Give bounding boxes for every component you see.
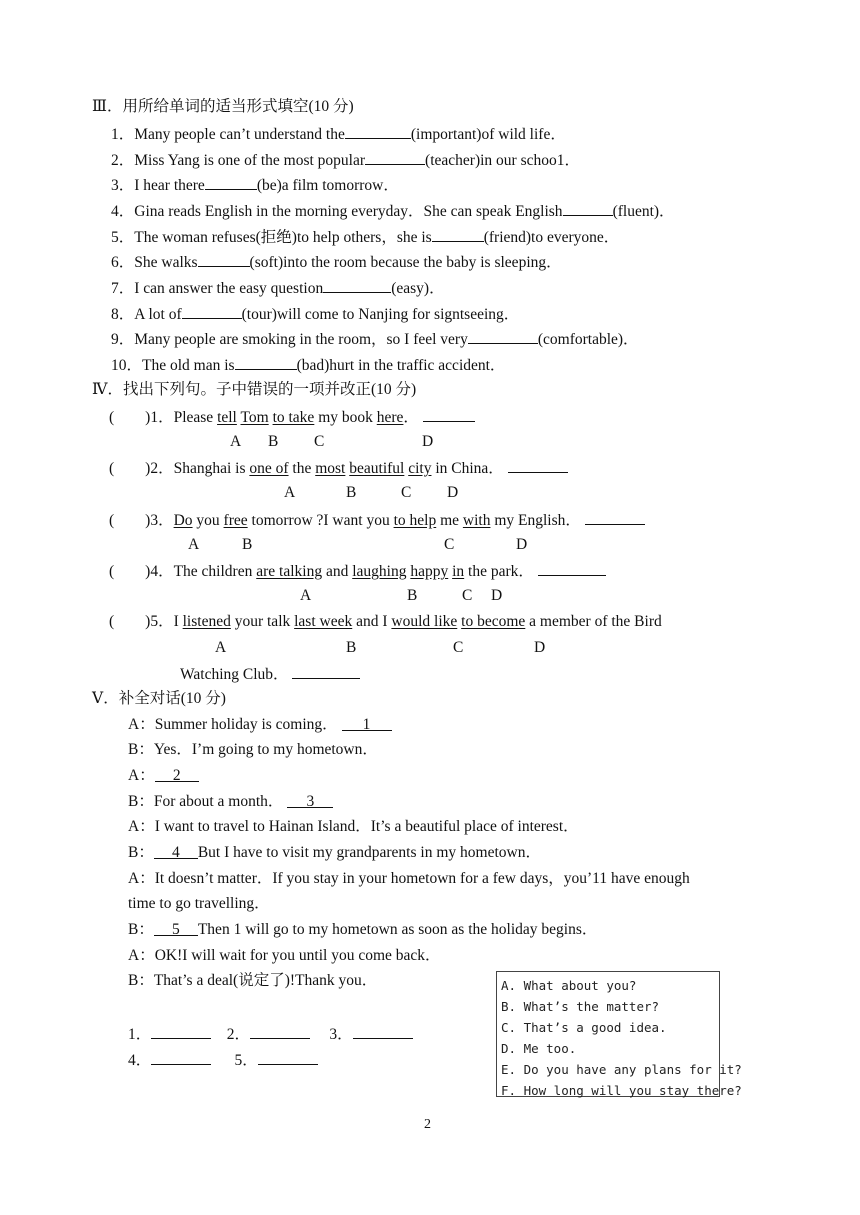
answer-paren[interactable]: ( ) xyxy=(109,563,151,580)
answer-blank[interactable] xyxy=(563,200,613,216)
option-letter: C xyxy=(314,433,325,450)
answer-paren[interactable]: ( ) xyxy=(109,409,151,426)
list-item: 8．A lot of (tour)will come to Nanjing for signtseeing． xyxy=(111,303,519,325)
list-item: 9．Many people are smoking in the room，so I feel very (comfortable)． xyxy=(111,328,639,350)
answer-blank[interactable] xyxy=(235,354,297,370)
list-item: 7．I can answer the easy question (easy)． xyxy=(111,277,445,299)
answer-blank[interactable] xyxy=(250,1023,310,1039)
list-item: 4．Gina reads English in the morning everyday．She can speak English (fluent)． xyxy=(111,200,675,222)
answer-blank[interactable] xyxy=(432,226,484,242)
dialogue-blank[interactable]: 4 xyxy=(154,843,198,859)
dialogue-line: B：That’s a deal(说定了)!Thank you． xyxy=(128,972,378,989)
dialogue-line: A：It doesn’t matter．If you stay in your hometown for a few days，you’11 have enough xyxy=(128,870,690,887)
option-e: E. Do you have any plans for it? xyxy=(501,1062,742,1077)
section-4-heading: Ⅳ．找出下列句。子中错误的一项并改正(10 分) xyxy=(92,381,417,398)
error-question-5: ( )5．I listened your talk last week and I would like to become a member of the Bird xyxy=(109,613,662,630)
option-letter: D xyxy=(447,484,459,501)
option-letter: B xyxy=(268,433,279,450)
section-5-heading: Ⅴ．补全对话(10 分) xyxy=(92,690,226,707)
dialogue-line: time to go travelling． xyxy=(128,895,270,912)
error-question-3: ( )3．Do you free tomorrow ?I want you to help me with my English． xyxy=(109,509,645,531)
answer-blank[interactable] xyxy=(205,174,257,190)
dialogue-options-box xyxy=(496,971,742,1098)
answer-blank[interactable] xyxy=(365,149,425,165)
error-question-4: ( )4．The children are talking and laughing happy in the park． xyxy=(109,560,606,582)
option-letter: D xyxy=(516,536,528,553)
dialogue-line: B： 5 Then 1 will go to my hometown as soon as the holiday begins． xyxy=(128,921,598,938)
error-question-1: ( )1．Please tell Tom to take my book here． xyxy=(109,406,475,428)
list-item: 3．I hear there (be)a film tomorrow． xyxy=(111,174,399,196)
answer-blank[interactable] xyxy=(258,1049,318,1065)
dialogue-blank[interactable]: 2 xyxy=(155,766,199,782)
option-letter: C xyxy=(453,639,464,656)
answer-blank[interactable] xyxy=(538,560,606,576)
list-item: 2．Miss Yang is one of the most popular (teacher)in our schoo1． xyxy=(111,149,580,171)
dialogue-line: B： 4 But I have to visit my grandparents in my hometown． xyxy=(128,844,541,861)
dialogue-line: B：Yes．I’m going to my hometown． xyxy=(128,741,378,758)
option-letter: B xyxy=(346,484,357,501)
option-letter: B xyxy=(242,536,253,553)
option-letter: C xyxy=(401,484,412,501)
list-item: 10．The old man is (bad)hurt in the traffic accident． xyxy=(111,354,505,376)
answer-blank[interactable] xyxy=(353,1023,413,1039)
answer-paren[interactable]: ( ) xyxy=(109,512,151,529)
answer-row-1: 1． 2． 3． xyxy=(128,1023,413,1045)
dialogue-line: B：For about a month． 3 xyxy=(128,792,333,812)
answer-row-2: 4． 5． xyxy=(128,1049,318,1071)
option-letter: D xyxy=(422,433,434,450)
answer-blank[interactable] xyxy=(323,277,391,293)
answer-blank[interactable] xyxy=(151,1023,211,1039)
dialogue-blank[interactable]: 3 xyxy=(287,792,333,808)
dialogue-line: A： 2 xyxy=(128,766,199,786)
answer-blank[interactable] xyxy=(182,303,242,319)
error-question-5-cont: Watching Club． xyxy=(180,663,360,685)
option-letter: B xyxy=(346,639,357,656)
option-a: A. What about you? xyxy=(501,978,637,993)
page-number: 2 xyxy=(424,1117,431,1132)
option-letter: D xyxy=(491,587,503,604)
dialogue-blank[interactable]: 1 xyxy=(342,715,392,731)
option-letter: A xyxy=(188,536,200,553)
answer-paren[interactable]: ( ) xyxy=(109,460,151,477)
dialogue-line: A：I want to travel to Hainan Island．It’s a beautiful place of interest． xyxy=(128,818,579,835)
answer-blank[interactable] xyxy=(198,251,250,267)
dialogue-blank[interactable]: 5 xyxy=(154,920,198,936)
option-f: F. How long will you stay there? xyxy=(501,1083,742,1098)
option-letter: A xyxy=(284,484,296,501)
answer-blank[interactable] xyxy=(585,509,645,525)
option-letter: C xyxy=(444,536,455,553)
option-letter: A xyxy=(300,587,312,604)
option-c: C. That’s a good idea. xyxy=(501,1020,667,1035)
list-item: 5．The woman refuses(拒绝)to help others，she is (friend)to everyone． xyxy=(111,226,619,248)
list-item: 6．She walks (soft)into the room because the baby is sleeping． xyxy=(111,251,562,273)
answer-blank[interactable] xyxy=(151,1049,211,1065)
dialogue-line: A：OK!I will wait for you until you come back． xyxy=(128,947,441,964)
answer-blank[interactable] xyxy=(292,663,360,679)
option-b: B. What’s the matter? xyxy=(501,999,660,1014)
option-letter: C xyxy=(462,587,473,604)
section-3-heading: Ⅲ．用所给单词的适当形式填空(10 分) xyxy=(92,98,354,115)
answer-blank[interactable] xyxy=(468,328,538,344)
error-question-2: ( )2．Shanghai is one of the most beautiful city in China． xyxy=(109,457,568,479)
option-letter: D xyxy=(534,639,546,656)
answer-blank[interactable] xyxy=(345,123,411,139)
dialogue-line: A：Summer holiday is coming． 1 xyxy=(128,715,392,735)
answer-blank[interactable] xyxy=(508,457,568,473)
answer-paren[interactable]: ( ) xyxy=(109,613,151,630)
option-letter: A xyxy=(230,433,242,450)
list-item: 1．Many people can’t understand the (important)of wild life． xyxy=(111,123,566,145)
option-letter: A xyxy=(215,639,227,656)
option-letter: B xyxy=(407,587,418,604)
option-d: D. Me too. xyxy=(501,1041,577,1056)
answer-blank[interactable] xyxy=(423,406,475,422)
